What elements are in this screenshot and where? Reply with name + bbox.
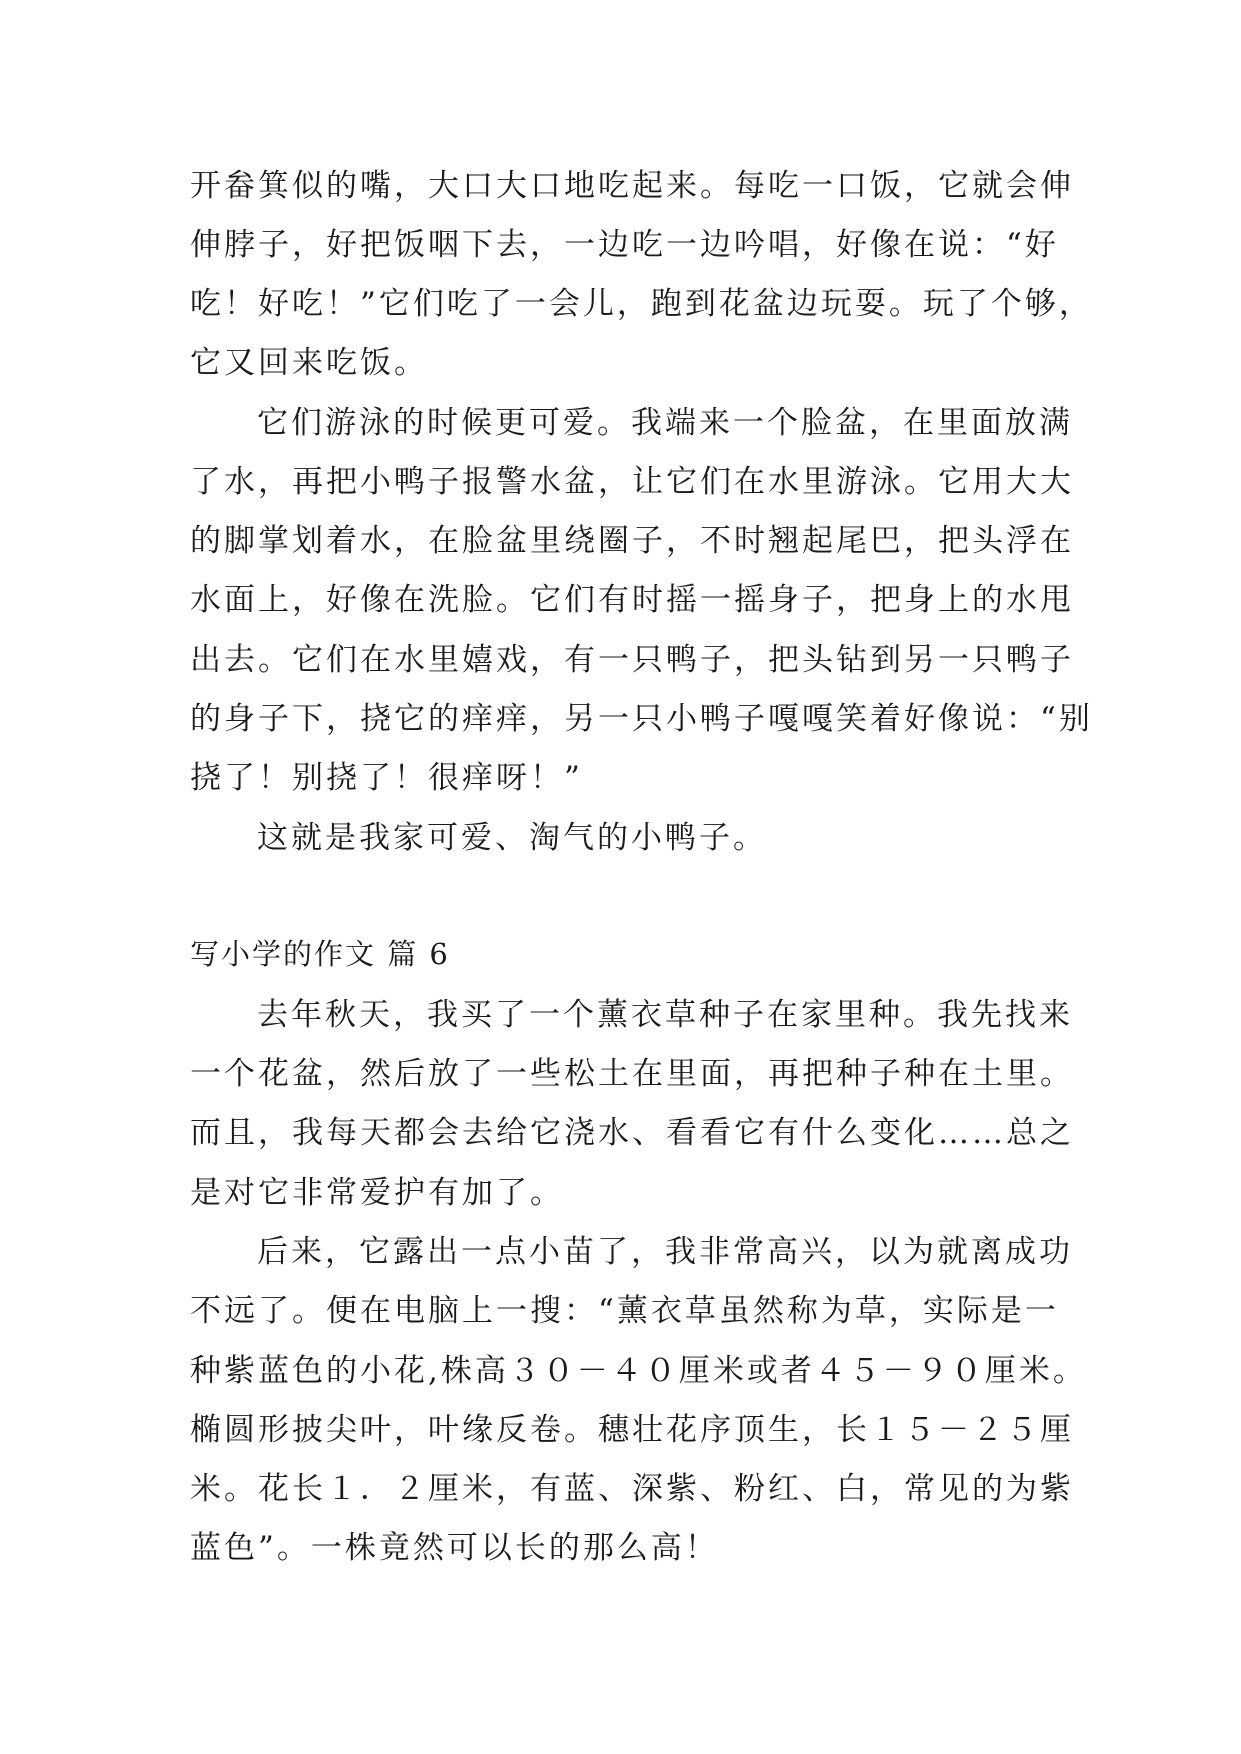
- text-line: 这就是我家可爱、淘气的小鸭子。: [257, 820, 767, 856]
- section-heading: 写小学的作文 篇 6: [190, 937, 450, 971]
- text-line: 挠了！别挠了！很痒呀！”: [190, 760, 583, 796]
- text-line: 椭圆形披尖叶，叶缘反卷。穗壮花序顶生，长１５－２５厘: [190, 1412, 1074, 1448]
- text-line: 吃！好吃！”它们吃了一会儿，跑到花盆边玩耍。玩了个够，: [190, 286, 1093, 322]
- text-line: 而且，我每天都会去给它浇水、看看它有什么变化……总之: [190, 1115, 1074, 1151]
- text-line: 种紫蓝色的小花,株高３０－４０厘米或者４５－９０厘米。: [190, 1353, 1087, 1389]
- text-line: 米。花长１．２厘米，有蓝、深紫、粉红、白，常见的为紫: [190, 1471, 1074, 1507]
- text-line: 是对它非常爱护有加了。: [190, 1175, 564, 1211]
- text-line: 伸脖子，好把饭咽下去，一边吃一边吟唱，好像在说：“好: [190, 227, 1059, 263]
- text-line: 开畚箕似的嘴，大口大口地吃起来。每吃一口饭，它就会伸: [190, 168, 1074, 204]
- text-line: 不远了。便在电脑上一搜：“薰衣草虽然称为草，实际是一: [190, 1293, 1059, 1329]
- text-line: 蓝色”。一株竟然可以长的那么高！: [190, 1530, 719, 1566]
- text-line: 了水，再把小鸭子报警水盆，让它们在水里游泳。它用大大: [190, 464, 1074, 500]
- text-line: 水面上，好像在洗脸。它们有时摇一摇身子，把身上的水甩: [190, 582, 1074, 618]
- text-line: 的脚掌划着水，在脸盆里绕圈子，不时翘起尾巴，把头浮在: [190, 523, 1074, 559]
- text-line: 的身子下，挠它的痒痒，另一只小鸭子嘎嘎笑着好像说：“别: [190, 701, 1093, 737]
- text-line: 一个花盆，然后放了一些松土在里面，再把种子种在土里。: [190, 1056, 1074, 1092]
- text-line: 它又回来吃饭。: [190, 345, 428, 381]
- text-line: 后来，它露出一点小苗了，我非常高兴，以为就离成功: [257, 1234, 1073, 1270]
- text-line: 它们游泳的时候更可爱。我端来一个脸盆，在里面放满: [257, 405, 1073, 441]
- text-line: 去年秋天，我买了一个薰衣草种子在家里种。我先找来: [257, 997, 1073, 1033]
- text-line: 出去。它们在水里嬉戏，有一只鸭子，把头钻到另一只鸭子: [190, 642, 1074, 678]
